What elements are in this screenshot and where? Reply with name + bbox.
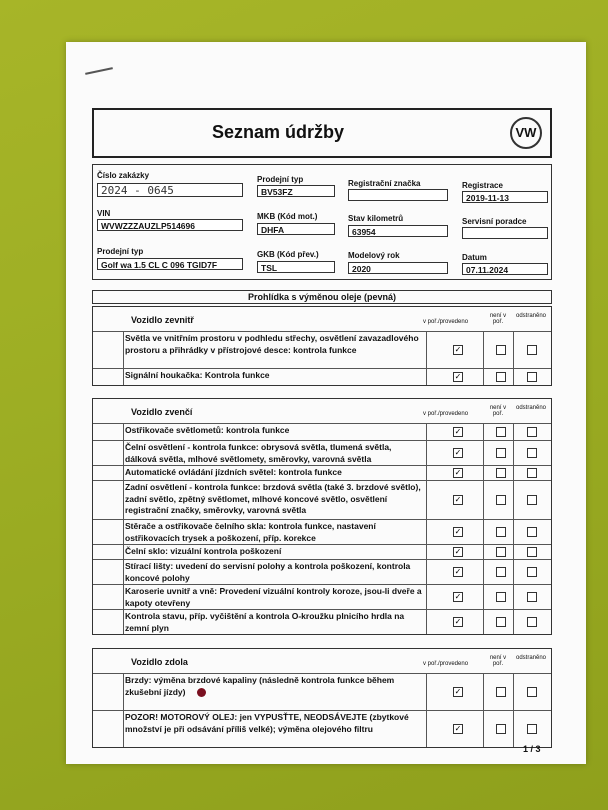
cell-divider bbox=[426, 369, 427, 385]
checklist-row bbox=[93, 465, 551, 480]
checkbox-done[interactable]: ✓ bbox=[454, 495, 462, 504]
checkbox-not-ok[interactable] bbox=[496, 547, 506, 557]
cell-divider bbox=[513, 466, 514, 480]
registracni-znacka-field bbox=[348, 189, 448, 201]
checkbox-fixed[interactable] bbox=[527, 547, 537, 557]
checklist-row bbox=[93, 423, 551, 440]
checkbox-fixed[interactable] bbox=[527, 567, 537, 577]
table-vozidlo-zdola bbox=[92, 648, 552, 748]
checkbox-fixed[interactable] bbox=[527, 687, 537, 697]
cell-divider bbox=[123, 441, 124, 465]
checkbox-not-ok[interactable] bbox=[496, 448, 506, 458]
cell-divider bbox=[123, 674, 124, 710]
checkbox-done[interactable]: ✓ bbox=[454, 468, 462, 477]
vin-field: WVWZZZAUZLP514696 bbox=[97, 219, 243, 231]
table-section-title: Vozidlo zevnitř bbox=[131, 315, 194, 325]
cell-divider bbox=[513, 332, 514, 368]
cell-divider bbox=[426, 545, 427, 559]
checkbox-not-ok[interactable] bbox=[496, 372, 506, 382]
cell-divider bbox=[483, 711, 484, 747]
cell-divider bbox=[426, 560, 427, 584]
column-header-not-ok: není v poř. bbox=[489, 405, 507, 417]
mkb-label: MKB (Kód mot.) bbox=[257, 212, 318, 221]
checklist-row bbox=[93, 584, 551, 609]
table-section-title: Vozidlo zvenčí bbox=[131, 407, 193, 417]
checkbox-not-ok[interactable] bbox=[496, 687, 506, 697]
checkbox-not-ok[interactable] bbox=[496, 724, 506, 734]
checkbox-fixed[interactable] bbox=[527, 617, 537, 627]
cell-divider bbox=[483, 481, 484, 519]
title-box bbox=[92, 108, 552, 158]
cell-divider bbox=[426, 332, 427, 368]
checklist-row bbox=[93, 559, 551, 584]
cell-divider bbox=[123, 369, 124, 385]
modelovy-rok-label: Modelový rok bbox=[348, 251, 400, 260]
checklist-item-text: Čelní sklo: vizuální kontrola poškození bbox=[125, 546, 282, 556]
prodejni-typ-label: Prodejní typ bbox=[257, 175, 304, 184]
cell-divider bbox=[483, 585, 484, 609]
cell-divider bbox=[513, 545, 514, 559]
cell-divider bbox=[123, 585, 124, 609]
prodejni-typ2-label: Prodejní typ bbox=[97, 247, 144, 256]
cell-divider bbox=[426, 424, 427, 440]
column-header-not-ok: není v poř. bbox=[489, 655, 507, 667]
checklist-row bbox=[93, 440, 551, 465]
cell-divider bbox=[483, 610, 484, 634]
cell-divider bbox=[123, 520, 124, 544]
cell-divider bbox=[513, 369, 514, 385]
cell-divider bbox=[426, 674, 427, 710]
table-vozidlo-zevnitr bbox=[92, 306, 552, 386]
checkbox-not-ok[interactable] bbox=[496, 468, 506, 478]
column-header-done: v poř./provedeno bbox=[423, 411, 469, 417]
registracni-znacka-label: Registrační značka bbox=[348, 179, 421, 188]
cell-divider bbox=[123, 481, 124, 519]
cell-divider bbox=[513, 424, 514, 440]
checkbox-not-ok[interactable] bbox=[496, 495, 506, 505]
gkb-label: GKB (Kód přev.) bbox=[257, 250, 319, 259]
checklist-item-text: Signální houkačka: Kontrola funkce bbox=[125, 370, 270, 380]
cislo-zakazky-field: 2024 - 0645 bbox=[97, 183, 243, 197]
cell-divider bbox=[483, 545, 484, 559]
table-header bbox=[93, 399, 551, 423]
checklist-item-text: Automatické ovládání jízdních světel: kontrola funkce bbox=[125, 467, 342, 477]
checklist-item-text: Stírací lišty: uvedení do servisní polohy a kontrola poškození, kontrola koncové polohy bbox=[125, 561, 411, 583]
prodejni-typ2-field: Golf wa 1.5 CL C 096 TGID7F bbox=[97, 258, 243, 270]
cell-divider bbox=[483, 674, 484, 710]
checklist-item-text: Stěrače a ostřikovače čelního skla: kontrola funkce, nastavení ostřikovacích trysek a poškození, příp. korekce bbox=[125, 521, 376, 543]
cell-divider bbox=[513, 610, 514, 634]
checklist-row bbox=[93, 368, 551, 385]
modelovy-rok-field: 2020 bbox=[348, 262, 448, 274]
registrace-label: Registrace bbox=[462, 181, 503, 190]
checklist-row bbox=[93, 544, 551, 559]
cell-divider bbox=[123, 711, 124, 747]
checklist-item-text: POZOR! MOTOROVÝ OLEJ: jen VYPUSŤTE, NEODSÁVEJTE (zbytkové množství je při odsávání příliš velké); výměna olejového filtru bbox=[125, 712, 409, 734]
cell-divider bbox=[513, 560, 514, 584]
section-title: Prohlídka s výměnou oleje (pevná) bbox=[92, 290, 552, 304]
column-header-done: v poř./provedeno bbox=[423, 319, 469, 325]
cell-divider bbox=[426, 610, 427, 634]
checklist-row bbox=[93, 519, 551, 544]
cell-divider bbox=[513, 481, 514, 519]
checkbox-done[interactable]: ✓ bbox=[454, 567, 462, 576]
checkbox-done[interactable]: ✓ bbox=[454, 617, 462, 626]
info-block bbox=[92, 164, 552, 280]
checkbox-fixed[interactable] bbox=[527, 527, 537, 537]
checklist-item-text: Ostřikovače světlometů: kontrola funkce bbox=[125, 425, 290, 435]
checklist-row bbox=[93, 331, 551, 368]
checklist-item-text: Zadní osvětlení - kontrola funkce: brzdová světla (také 3. brzdové světlo), zadní světlo, zpětný světlomet, mlhové koncové světlo, osvětlení registrační značky, směrovky, varovná světla bbox=[125, 482, 421, 515]
table-header bbox=[93, 307, 551, 331]
checkbox-done[interactable]: ✓ bbox=[454, 687, 462, 696]
cell-divider bbox=[123, 332, 124, 368]
checklist-item-text: Karoserie uvnitř a vně: Provedení vizuální kontroly koroze, jsou-li dveře a kapoty otevřeny bbox=[125, 586, 422, 608]
checkbox-not-ok[interactable] bbox=[496, 567, 506, 577]
cell-divider bbox=[123, 545, 124, 559]
datum-label: Datum bbox=[462, 253, 487, 262]
page-title: Seznam údržby bbox=[212, 122, 345, 142]
column-header-fixed: odstraněno bbox=[515, 405, 547, 411]
cell-divider bbox=[426, 585, 427, 609]
checkbox-done[interactable]: ✓ bbox=[454, 448, 462, 457]
checkbox-fixed[interactable] bbox=[527, 468, 537, 478]
checkbox-done[interactable]: ✓ bbox=[454, 427, 462, 436]
checkbox-not-ok[interactable] bbox=[496, 427, 506, 437]
cell-divider bbox=[513, 585, 514, 609]
checkbox-not-ok[interactable] bbox=[496, 617, 506, 627]
cell-divider bbox=[483, 369, 484, 385]
cell-divider bbox=[123, 560, 124, 584]
checklist-row bbox=[93, 673, 551, 710]
gkb-field: TSL bbox=[257, 261, 335, 273]
checklist-item-text: Brzdy: výměna brzdové kapaliny (následně kontrola funkce během zkušební jízdy) bbox=[125, 675, 395, 697]
checkbox-fixed[interactable] bbox=[527, 372, 537, 382]
checkbox-fixed[interactable] bbox=[527, 495, 537, 505]
cell-divider bbox=[513, 711, 514, 747]
cell-divider bbox=[483, 441, 484, 465]
cell-divider bbox=[426, 520, 427, 544]
checkbox-fixed[interactable] bbox=[527, 592, 537, 602]
checkbox-not-ok[interactable] bbox=[496, 592, 506, 602]
vw-logo-icon: VW bbox=[510, 117, 542, 149]
checkbox-done[interactable]: ✓ bbox=[454, 547, 462, 556]
column-header-not-ok: není v poř. bbox=[489, 313, 507, 325]
cell-divider bbox=[426, 466, 427, 480]
cell-divider bbox=[513, 674, 514, 710]
checklist-item-text: Světla ve vnitřním prostoru v podhledu střechy, osvětlení zavazadlového prostoru a přihrádky v přístrojové desce: kontrola funkce bbox=[125, 333, 419, 355]
vin-label: VIN bbox=[97, 209, 111, 218]
registrace-field: 2019-11-13 bbox=[462, 191, 548, 203]
checklist-row bbox=[93, 710, 551, 747]
checkbox-done[interactable]: ✓ bbox=[454, 527, 462, 536]
cell-divider bbox=[483, 520, 484, 544]
cell-divider bbox=[483, 332, 484, 368]
stav-km-field: 63954 bbox=[348, 225, 448, 237]
cell-divider bbox=[483, 560, 484, 584]
checkbox-fixed[interactable] bbox=[527, 345, 537, 355]
table-vozidlo-zvenci bbox=[92, 398, 552, 635]
checklist-item-text: Čelní osvětlení - kontrola funkce: obrysová světla, tlumená světla, dálková světla, mlhové světlomety, směrovky, varovná světla bbox=[125, 442, 392, 464]
mkb-field: DHFA bbox=[257, 223, 335, 235]
table-header bbox=[93, 649, 551, 673]
red-dot-mark bbox=[197, 688, 206, 697]
cell-divider bbox=[513, 441, 514, 465]
cell-divider bbox=[483, 466, 484, 480]
checkbox-not-ok[interactable] bbox=[496, 527, 506, 537]
checkbox-done[interactable]: ✓ bbox=[454, 724, 462, 733]
stav-km-label: Stav kilometrů bbox=[348, 214, 404, 223]
checkbox-done[interactable]: ✓ bbox=[454, 345, 462, 354]
cell-divider bbox=[426, 481, 427, 519]
checkbox-done[interactable]: ✓ bbox=[454, 372, 462, 381]
cislo-zakazky-label: Číslo zakázky bbox=[97, 171, 150, 180]
checkbox-fixed[interactable] bbox=[527, 427, 537, 437]
prodejni-typ-field: BV53FZ bbox=[257, 185, 335, 197]
checklist-item-text: Kontrola stavu, příp. vyčištění a kontrola O-kroužku plnicího hrdla na zemní plyn bbox=[125, 611, 405, 633]
cell-divider bbox=[123, 466, 124, 480]
servisni-poradce-field bbox=[462, 227, 548, 239]
datum-field: 07.11.2024 bbox=[462, 263, 548, 275]
checklist-row bbox=[93, 609, 551, 634]
cell-divider bbox=[483, 424, 484, 440]
checklist-row bbox=[93, 480, 551, 519]
cell-divider bbox=[123, 424, 124, 440]
checkbox-done[interactable]: ✓ bbox=[454, 592, 462, 601]
cell-divider bbox=[426, 441, 427, 465]
checkbox-not-ok[interactable] bbox=[496, 345, 506, 355]
checkbox-fixed[interactable] bbox=[527, 448, 537, 458]
cell-divider bbox=[123, 610, 124, 634]
servisni-poradce-label: Servisní poradce bbox=[462, 217, 527, 226]
column-header-fixed: odstraněno bbox=[515, 655, 547, 661]
page-number: 1 / 3 bbox=[523, 744, 541, 754]
column-header-done: v poř./provedeno bbox=[423, 661, 469, 667]
cell-divider bbox=[513, 520, 514, 544]
cell-divider bbox=[426, 711, 427, 747]
column-header-fixed: odstraněno bbox=[515, 313, 547, 319]
checkbox-fixed[interactable] bbox=[527, 724, 537, 734]
table-section-title: Vozidlo zdola bbox=[131, 657, 188, 667]
